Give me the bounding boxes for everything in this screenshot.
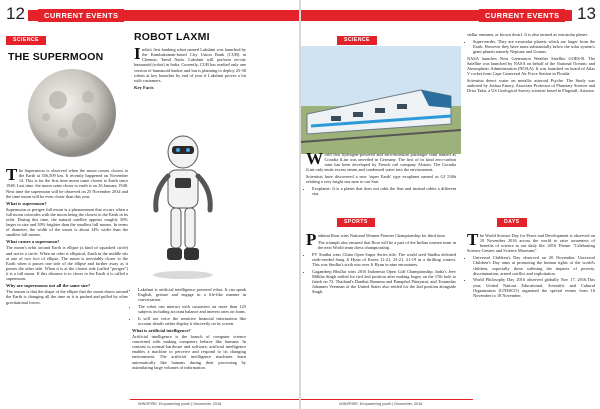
exo-continued: stellar remnant, or brown dwarf. It is also termed as extrasolar planet. [467,32,588,37]
days-intro: he World Science Day for Peace and Development is observed on 10 November 2016 across the world to raise awareness of benefits of science in our daily life. 2016 Theme: "Celebrating Science Centres and Science Museums". [467,233,595,254]
sports-dropcap: P [306,230,317,249]
science-right-continued [467,32,595,95]
train-dropcap: W [306,149,323,168]
footer-left: WINSPIRE: Empowering youth | December, 2016 [138,402,222,406]
header-label-right: CURRENT EVENTS [479,9,565,22]
supermoon-title: THE SUPERMOON [8,51,104,63]
sports-bullet: • PV Sindhu wins China Open Super Series title. The world seed Sindhu defeated sixth-seeded Sung Ji Hyun of Korea 11-21, 23-21, 21-19 in a thrilling contest. This was Sindhu's sixth win over Ji Hyun in nine encounters. [312,252,456,267]
page-number-left: 12 [6,4,25,23]
robot-fact-item: • Lakshmi is artificial intelligence powered robot. It can speak English, gesture and engage in a life-like manner in conversation. [138,287,246,302]
supermoon-body [6,165,128,306]
sports-intro: admini Rout wins National Women Premier Championship for third time. [317,233,446,238]
right-page [301,0,600,409]
days-dropcap: T [467,230,479,249]
sports-p2: The triumph also ensured that Rout will be a part of the Indian women team in the next World team chess championship. [317,239,456,250]
science-right-body [306,149,456,198]
supermoon-q2: What causes a supermoon? [6,239,60,245]
days-body [467,230,595,299]
hydrogen-train-image [301,46,461,154]
sports-bullet: • Gagandeep Bhullar wins 2016 Indonesia Open Golf Championship. India's Jeev Milkha Singh settled for tied 2nd position after making bogey on the 17th hole to finish on 72. Thailand's Danthai Boonma and Panuphol Pittayarat, and Tournedas Johannes Veerman of the United States also settled for the 2nd position alongside Singh. [312,269,456,295]
supermoon-q1: What is supermoon? [6,200,47,206]
robot-ai-question: What is artificial intelligence? [132,327,191,333]
sports-body [306,230,456,296]
supermoon-p4: The reason is that the shape of the ellipse that the moon draws around the Earth is changing all the time as it is pushed and pulled by other gravitational forces. [6,289,128,305]
header-label-left: CURRENT EVENTS [38,9,124,22]
supermoon-image [18,55,126,163]
exoplanet-bullet: • Exoplanet: It is a planet that does not orbit the Sun and instead orbits a different star, [312,186,456,196]
robot-dropcap: I [134,44,141,63]
robot-image [134,130,232,280]
train-paragraph: orld first hydrogen-powered and zero-emission passenger train named as Coradia iLint was unveiled in Germany. The first of its kind zero-carbon train has been developed by French rail company Alstom. The Coradia iLint only emits excess steam and condensed water into the environment. [306,152,456,173]
robot-facts-heading: Key Facts [134,84,154,90]
page-number-right: 13 [577,4,596,23]
section-tag-days: DAYS [497,218,527,227]
footer-right: WINSPIRE: Empowering youth | December, 2016 [339,402,423,406]
section-tag-science-left: SCIENCE [6,36,46,45]
footer-rule-right [301,399,473,400]
psyche-paragraph: Scientists detect water on metallic asteroid Psyche. The Study was authored by Joshua Emery, Associate Professor of Planetary Science and Driss Takir, a US Geological Survey scientist based in Flagstaff, Arizona. [467,77,595,94]
supermoon-intro: he Supermoon is observed when the moon comes closest to the Earth at 356,509 km. It recently happened on November 14. This is for the first time moon came closest to Earth since 1948. Last time, the moon came closer to earth is on 26 January 1948. Next time the supermoon will be observed on 25 November 2034 and the time moon will be even closer than this year. [6,168,128,199]
footer-rule-left [130,399,299,400]
supermoon-dropcap: T [6,165,18,184]
robot-intro-block [134,44,246,91]
robot-fact-item: • The robot can interact with customers on more than 125 subjects including account balance and interest rates on loans. [138,304,246,314]
robot-facts-list [132,287,246,326]
supermoon-p2: Supermoon or perigee full moon is a phenomenon that occurs when a full moon coincides with the moon being the closest to the Earth in its orbit. During this time, the natural satellite appears roughly 30% larger in size and 30% brighter than the smallest full moons. In terms of diameter, the width of the moon is about 14% wider than the smallest full moons. [6,206,128,238]
goes-r-paragraph: NASA launches Next Generation Weather Satellite GOES-R. The Satellite was launched by NASA on behalf of the National Oceanic and Atmospheric Administration (NOAA). It was launched on board of Atlas V rocket from Cape Canaveral Air Force Station in Florida. [467,55,595,77]
left-page [0,0,299,409]
days-bullet: • Universal Children's Day observed on 20 November. Universal Children's Day aims at promoting the human rights of the world's children, especially those suffering the impacts of poverty, discrimination, armed conflict and exploitation. [473,255,595,276]
days-bullet: • World Philosophy Day 2016 observed globally Nov 17, 2016.This year, United Nations Educational, Scientific and Cultural Organization (UNESCO) organised the special events from 16 November to 18 November. [473,277,595,298]
robot-title: ROBOT LAXMI [134,31,210,43]
robot-facts-block [132,287,246,371]
supermoon-p3: The moon's orbit around Earth is ellipse (a kind of squashed circle) and not in a circle. When an orbit is elliptical, Earth in the middle sits at one of two foci of ellipse. The moon is inevitably closer to the Earth when it passes one side of the ellipse and further away as it passes the other side. When it is at the closest side (called "perigee") it is a full moon. If this distance is to closer to the Earth it is called a supermoon. [6,245,128,282]
section-tag-sports: SPORTS [337,218,375,227]
robot-ai-answer: Artificial intelligence is the branch of computer science concerned with making computers behave like humans. In contrast to normal hardware and software, artificial intelligence enables a machine to perceive and respond to its changing environment. The artificial intelligence machines learn automatically like humans during their processing by assimilating large volumes of information. [132,333,246,370]
super-earth-bullet: • Super-earths: They are extrasolar planets which are larger from the Earth. However they have mass substantially below the solar system's giant planets namely Neptune and Uranus. [473,39,595,54]
robot-intro: ndia's first banking robot named Lakshmi was launched by the Kumbakonam-based City Union Bank (CUB) in Chennai, Tamil Nadu. Lakshmi will perform on-site humanoid (robot) in India. Currently, CUB has readied only one version of humanoid banker and but is planning to deploy 25-30 robots at key branches by end of year if Lakshmi proves a hit with customers. [134,47,246,83]
robot-fact-item: • It will not voice the sensitive financial information like account details rather display it discreetly on its screen. [138,316,246,326]
section-tag-science-right: SCIENCE [337,36,377,45]
supermoon-q3: Why are supermoons not all the same size? [6,283,91,289]
exoplanet-paragraph: Scientists have discovered a new 'super Earth' type exoplanet named as GJ 536b orbiting a very bright star near to our Sun. [306,174,456,185]
